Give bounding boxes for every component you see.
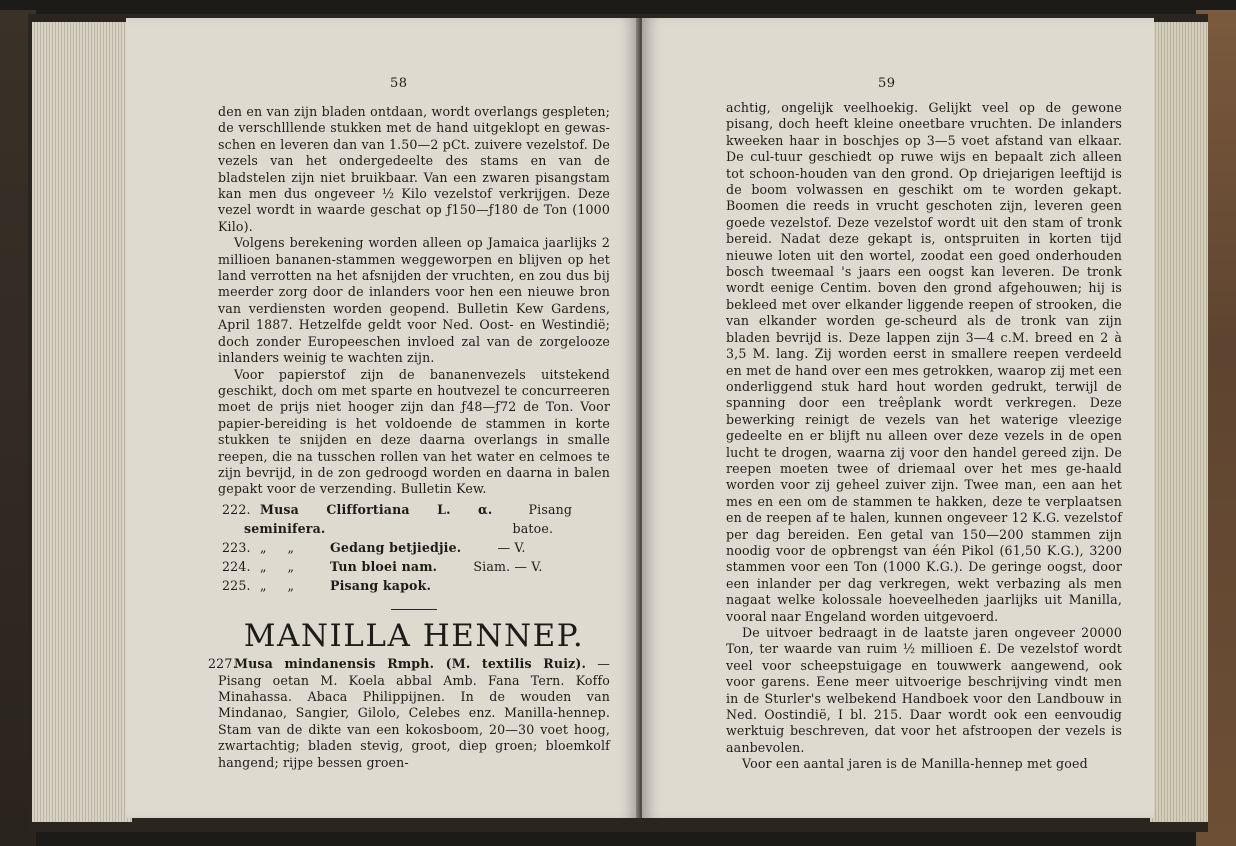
right-page [642,18,1154,818]
page-edges-right [1150,22,1208,822]
entry-223: 223. „ „ Gedang betjiedjie. — V. [222,539,526,555]
paragraph: Volgens berekening worden alleen op Jamaica jaarlijks 2 millioen bananen-stammen weggeworpen en blijven op het land verrotten na het afsnijden der vruchten, en zou dus bij meerder zorg door de inlanders voor hen een nieuwe bron van verdiensten worden geopend. Bulletin Kew Gardens, April 1887. Hetzelfde geldt voor Ned. Oost- en Westindië; doch zonder Europeeschen invloed zal van de zorgelooze inlanders weinig te wachten zijn. [218,235,610,366]
divider [391,609,437,610]
page-number-right: 59 [878,76,896,91]
page-number-left: 58 [390,76,408,91]
page-edges-left [32,22,132,822]
entry-225: 225. „ „ Pisang kapok. [222,577,432,593]
paragraph: den en van zijn bladen ontdaan, wordt overlangs gespleten; de verschlllende stukken met de hand uitgeklopt en gewas-schen en leveren dan van 1.50—2 pCt. zuivere vezelstof. De vezels van het ondergedeelte des stams en van de bladstelen zijn niet bruikbaar. Van een zwaren pisangstam kan men dus ongeveer ½ Kilo vezelstof verkrijgen. Deze vezel wordt in waarde geschat op ƒ150—ƒ180 de Ton (1000 Kilo). [218,104,610,234]
left-page [126,18,638,818]
entry-222: 222. Musa Cliffortiana L. α. seminifera. Pisang batoe. [222,501,573,536]
paragraph: De uitvoer bedraagt in de laatste jaren ongeveer 20000 Ton, ter waarde van ruim ½ millioen £. De vezelstof wordt veel voor scheepstuigage en touwwerk aangewend, ook voor garens. Eene meer uitvoerige beschrijving vindt men in de Sturler's welbekend Handboek voor den Landbouw in Ned. Oostindië, I bl. 215. Daar wordt ook een eenvoudig werktuig beschreven, dat voor het afstroopen der vezels is aanbevolen. [726,625,1122,755]
right-page-text [726,100,1122,773]
paragraph: Voor een aantal jaren is de Manilla-hennep met goed [742,756,1088,772]
entry-227: 227. Musa mindanensis Rmph. (M. textilis Ruiz). — Pisang oetan M. Koela abbal Amb. Fana Tern. Koffo Minahassa. Abaca Philippijnen. In de wouden van Mindanao, Sangier, Gilolo, Celebes enz. Manilla-hennep. Stam van de dikte van een kokosboom, 20—30 voet hoog, zwartachtig; bladen stevig, groot, diep groen; bloemkolf hangend; rijpe bessen groen- [208,656,610,770]
paragraph: achtig, ongelijk veelhoekig. Gelijkt veel op de gewone pisang, doch heeft kleine oneetbare vruchten. De inlanders kweeken haar in boschjes op 3—5 voet afstand van elkaar. De cul-tuur geschiedt op ruwe wijs en bepaalt zich alleen tot schoon-houden van den grond. Op driejarigen leeftijd is de boom volwassen en geschikt om te worden gekapt. Boomen die reeds in vrucht geschoten zijn, leveren geen goede vezelstof. Deze vezelstof wordt uit den stam of tronk bereid. Nadat deze gekapt is, ontspruiten in korten tijd nieuwe loten uit den wortel, zoodat een goed onderhouden bosch tweemaal 's jaars een oogst kan leveren. De tronk wordt eenige Centim. boven den grond afgehouwen; hij is bekleed met over elkander liggende reepen of strooken, die van elkander worden ge-scheurd als de tronk van zijn bladen bevrijd is. Deze lappen zijn 3—4 c.M. breed en 2 à 3,5 M. lang. Zij worden eerst in smallere reepen verdeeld en met de hand over een mes getrokken, waarop zij met een onderliggend stuk hard hout worden gedrukt, terwijl de spanning door een treêplank wordt verkregen. Deze bewerking reinigt de vezels van het waterige vleezige gedeelte en er blijft nu alleen over deze vezels in de open lucht te drogen, waarna zij voor den handel gereed zijn. De reepen moeten twee of driemaal over het mes ge-haald worden voor zij geheel zuiver zijn. Twee man, een aan het mes en een om de stammen te hakken, deze te verplaatsen en de reepen af te halen, kunnen ongeveer 12 K.G. vezelstof per dag bereiden. Een getal van 150—200 stammen zijn noodig voor de opbrengst van één Pikol (61,50 K.G.), 3200 stammen voor een Ton (1000 K.G.). De geringe oogst, door een inlander per dag verkregen, wekt verbazing als men nagaat welke kolossale hoeveelheden jaarlijks uit Manilla, vooral naar Engeland worden uitgevoerd. [726,100,1122,624]
entry-224: 224. „ „ Tun bloei nam. Siam. — V. [222,558,543,574]
section-title: MANILLA HENNEP. [243,617,585,654]
paragraph: Voor papierstof zijn de bananenvezels uitstekend geschikt, doch om met sparte en houtvezel te concurreeren moet de prijs niet hooger zijn dan ƒ48—ƒ72 de Ton. Voor papier-bereiding is het voldoende de stammen in korte stukken te snijden en deze daarna overlangs in smalle reepen, die na tusschen rollen van het water en celmoes te zijn bevrijd, in de zon gedroogd worden en daarna in balen gepakt voor de verzending. Bulletin Kew. [218,366,610,497]
left-page-text [208,104,610,771]
